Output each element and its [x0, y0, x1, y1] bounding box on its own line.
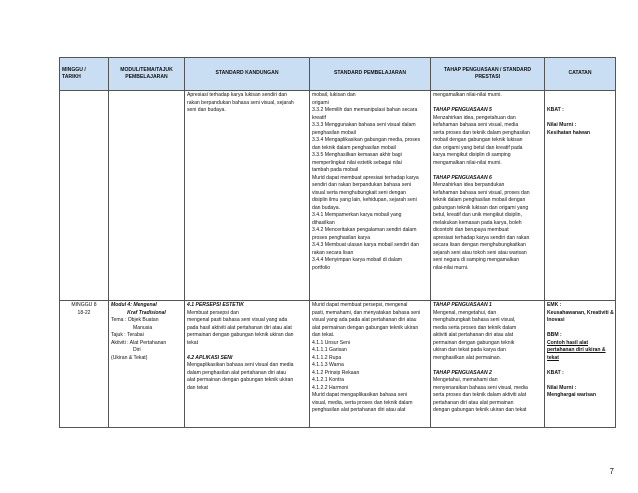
- standard-content-cell: Apresiasi terhadap karya lukisan sendiri dan rakan berpandukan bahasa seni visual, sejarah seni dan budaya.: [185, 91, 310, 301]
- week-cell: MINGGU 8 18-22: [60, 301, 109, 428]
- header-week: MINGGU / TARIKH: [60, 58, 109, 91]
- values-label: Nilai Murni :: [547, 384, 577, 391]
- content-title-2: 4.2 APLIKASI SENI: [187, 354, 233, 361]
- kbat-label: KBAT :: [547, 369, 564, 376]
- module-cell: [109, 91, 185, 301]
- values-label: Nilai Murni :: [547, 122, 577, 128]
- tp6-title: TAHAP PENGUASAAN 6: [433, 174, 492, 181]
- module-title: Modul 4: Mengenal: [111, 302, 157, 308]
- notes-cell: EMK : Keusahawanan, Kreativiti & Inovasi BBM : Contoh hasil alat pertahanan diri ukiran & tekat KBAT : Nilai Murni : Menghargai warisan: [545, 301, 616, 428]
- tp1-title: TAHAP PENGUASAAN 1: [433, 302, 492, 308]
- tp2-title: TAHAP PENGUASAAN 2: [433, 369, 492, 376]
- lesson-plan-table: [59, 57, 616, 428]
- module-cell: Modul 4: Mengenal Kraf Tradisional Tema : Objek Buatan Manusia Tajuk : Terabai Aktiviti : Alat Pertahanan Diri (Ukiran & Tekat): [109, 301, 185, 428]
- performance-cell: mengamalkan nilai-nilai murni. TAHAP PENGUASAAN 5 Menzahirkan idea, pengetahuan dan kefahaman bahasa seni visual, media serta proses dan teknik dalam penghasilan mobail dengan gabungan teknik lukisan dan origami yang betul dan kreatif pada karya mengikut disiplin di samping mengamalkan nilai-nilai murni. TAHAP PENGUASAAN 6 Menzahirkan idea berpandukan kefahaman bahasa seni visual, proses dan teknik dalam penghasilan mobail dengan gabungan teknik lukisan dan origami yang betul, kreatif dan unik mengikut disiplin, melakukan kemasan pada karya, boleh dicontohi dan berupaya membuat apresiasi terhadap karya sendiri dan rakan secara lisan dengan menghubungkaitkan sejarah seni atau tokoh seni atau warisan seni negara di samping mengamalkan nilai-nilai murni.: [431, 91, 545, 301]
- content-title-1: 4.1 PERSEPSI ESTETIK: [187, 302, 244, 308]
- values-text: Kesihatan haiwan: [547, 129, 591, 136]
- week-cell: [60, 91, 109, 301]
- kbat-label: KBAT :: [547, 107, 564, 113]
- module-subtitle: Kraf Tradisional: [127, 309, 166, 316]
- table-row: [60, 301, 616, 428]
- tp5-title: TAHAP PENGUASAAN 5: [433, 107, 492, 113]
- standard-content-cell: 4.1 PERSEPSI ESTETIK Membuat persepsi dan mengenal pasti bahasa seni visual yang ada pada hasil aktiviti alat pertahanan diri atau alat permainan dengan gabungan teknik ukiran dan tekat 4.2 APLIKASI SENI Mengaplikasikan bahasa seni visual dan media dalam penghasilan alat pertahanan diri atau alat permainan dengan gabungan teknik ukiran dan tekat: [185, 301, 310, 428]
- bbm-label: BBM :: [547, 332, 562, 338]
- notes-cell: [545, 91, 616, 301]
- standard-learning-cell: mobail, lukisan dan origami 3.3.2 Memilih dan memanipulasi bahan secara kreatif 3.3.3 Menggunakan bahasa seni visual dalam penghasilan mobail 3.3.4 Mengaplikasikan gabungan media, proses dan teknik dalam penghasilan mobail 3.3.5 Menghasilkan kemasan akhir bagi memperlingkat nilai estetik sebagai nilai tambah pada mobail Murid dapat membuat apresiasi terhadap karya sendiri dan rakan berpandukan bahasa seni visual serta menghubungkait seni dengan disiplin ilmu yang lain, kehidupan, sejarah seni dan budaya. 3.4.1 Mempamerkan karya mobail yang dihasilkan 3.4.2 Menceritakan pengalaman sendiri dalam proses penghasilan karya 3.4.3 Membuat ulasan karya mobail sendiri dan rakan secara lisan 3.4.4 Menyimpan karya mobail di dalam portfolio: [310, 91, 431, 301]
- header-notes: CATATAN: [545, 58, 616, 91]
- table-row: [60, 91, 616, 301]
- values-text: Menghargai warisan: [547, 392, 596, 398]
- header-module: MODUL/TEMA/TAJUK PEMBELAJARAN: [109, 58, 185, 91]
- emk-label: EMK :: [547, 302, 562, 308]
- header-standard-learning: STANDARD PEMBELAJARAN: [310, 58, 431, 91]
- header-row: [60, 58, 616, 91]
- standard-learning-cell: Murid dapat membuat persepsi, mengenal pasti, memahami, dan menyatakan bahasa seni visual yang ada pada alat pertahanan diri atau alat permainan dengan gabungan teknik ukiran dan tekat. 4.1.1 Unsur Seni 4.1.1.1 Garisan 4.1.1.2 Rupa 4.1.1.3 Warna 4.1.2 Prinsip Rekaan 4.1.2.1 Kontra 4.1.2.2 Harmoni Murid dapat mengaplikasikan bahasa seni visual, media, serta proses dan teknik dalam penghasilan alat pertahanan diri atau alat: [310, 301, 431, 428]
- performance-cell: TAHAP PENGUASAAN 1 Mengenal, mengetahui, dan menghubungkait bahasa seni visual, media serta proses dan teknik dalam aktiviti alat pertahanan diri atau alat permainan dengan gabungan teknik ukiran dan tekat pada karya dan menghasilkan alat permainan. TAHAP PENGUASAAN 2 Mengetahui, memahami dan menyenaraikan bahasa seni visual, media serta proses dan teknik dalam aktiviti alat pertahanan diri atau alat permainan dengan gabungan teknik ukiran dan tekat: [431, 301, 545, 428]
- header-standard-content: STANDARD KANDUNGAN: [185, 58, 310, 91]
- page-number: 7: [609, 467, 614, 476]
- header-performance: TAHAP PENGUASAAN / STANDARD PRESTASI: [431, 58, 545, 91]
